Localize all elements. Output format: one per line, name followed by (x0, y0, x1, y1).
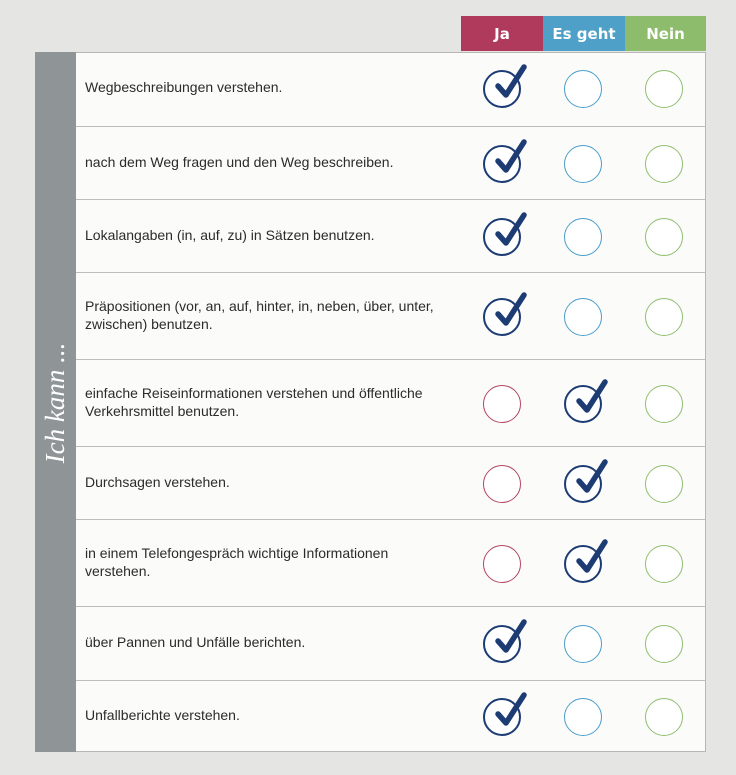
checkbox-es-geht[interactable] (564, 698, 602, 736)
checkbox-nein[interactable] (645, 698, 683, 736)
checkbox-es-geht[interactable] (564, 298, 602, 336)
checkbox-es-geht[interactable] (564, 465, 602, 503)
row-statement: einfache Reiseinformationen verstehen und öffentliche Verkehrsmittel benutzen. (85, 385, 423, 419)
checkbox-ja[interactable] (483, 145, 521, 183)
checkbox-es-geht[interactable] (564, 545, 602, 583)
checkbox-ja[interactable] (483, 298, 521, 336)
column-header-es-geht: Es geht (543, 16, 625, 51)
checkbox-nein[interactable] (645, 465, 683, 503)
checklist-row (76, 680, 706, 752)
row-statement: nach dem Weg fragen und den Weg beschreiben. (85, 154, 394, 170)
checkbox-ja[interactable] (483, 385, 521, 423)
checklist-row (76, 272, 706, 359)
row-statement: Lokalangaben (in, auf, zu) in Sätzen benutzen. (85, 227, 375, 243)
checkbox-es-geht[interactable] (564, 145, 602, 183)
checkmark-icon (489, 62, 529, 106)
checkmark-icon (489, 210, 529, 254)
checklist-row (76, 446, 706, 519)
checkbox-nein[interactable] (645, 545, 683, 583)
row-statement: über Pannen und Unfälle berichten. (85, 634, 306, 650)
checkbox-es-geht[interactable] (564, 625, 602, 663)
checkbox-ja[interactable] (483, 218, 521, 256)
checklist-row (76, 519, 706, 606)
checkbox-es-geht[interactable] (564, 70, 602, 108)
checkbox-nein[interactable] (645, 298, 683, 336)
checkbox-nein[interactable] (645, 70, 683, 108)
column-header-nein: Nein (625, 16, 706, 51)
checkbox-nein[interactable] (645, 385, 683, 423)
checkmark-icon (489, 137, 529, 181)
checkmark-icon (570, 457, 610, 501)
checklist-row (76, 199, 706, 272)
checkmark-icon (489, 617, 529, 661)
row-statement: in einem Telefongespräch wichtige Informationen verstehen. (85, 545, 389, 579)
row-statement: Durchsagen verstehen. (85, 474, 230, 490)
checkbox-ja[interactable] (483, 465, 521, 503)
checkbox-ja[interactable] (483, 70, 521, 108)
checkbox-nein[interactable] (645, 218, 683, 256)
row-statement: Wegbeschreibungen verstehen. (85, 79, 283, 95)
row-statement: Präpositionen (vor, an, auf, hinter, in, neben, über, unter, zwischen) benutzen. (85, 298, 434, 332)
checkbox-ja[interactable] (483, 625, 521, 663)
checkbox-es-geht[interactable] (564, 218, 602, 256)
sidebar (35, 52, 76, 752)
checklist-row (76, 606, 706, 680)
checkmark-icon (489, 690, 529, 734)
checkbox-es-geht[interactable] (564, 385, 602, 423)
column-header-ja: Ja (461, 16, 543, 51)
checkbox-nein[interactable] (645, 625, 683, 663)
checklist-row (76, 52, 706, 126)
checkbox-ja[interactable] (483, 545, 521, 583)
checkbox-nein[interactable] (645, 145, 683, 183)
checkbox-ja[interactable] (483, 698, 521, 736)
checkmark-icon (570, 377, 610, 421)
checkmark-icon (489, 290, 529, 334)
checkmark-icon (570, 537, 610, 581)
checklist-row (76, 126, 706, 199)
side-label: Ich kann ... (40, 342, 70, 464)
row-statement: Unfallberichte verstehen. (85, 707, 240, 723)
checklist-row (76, 359, 706, 446)
